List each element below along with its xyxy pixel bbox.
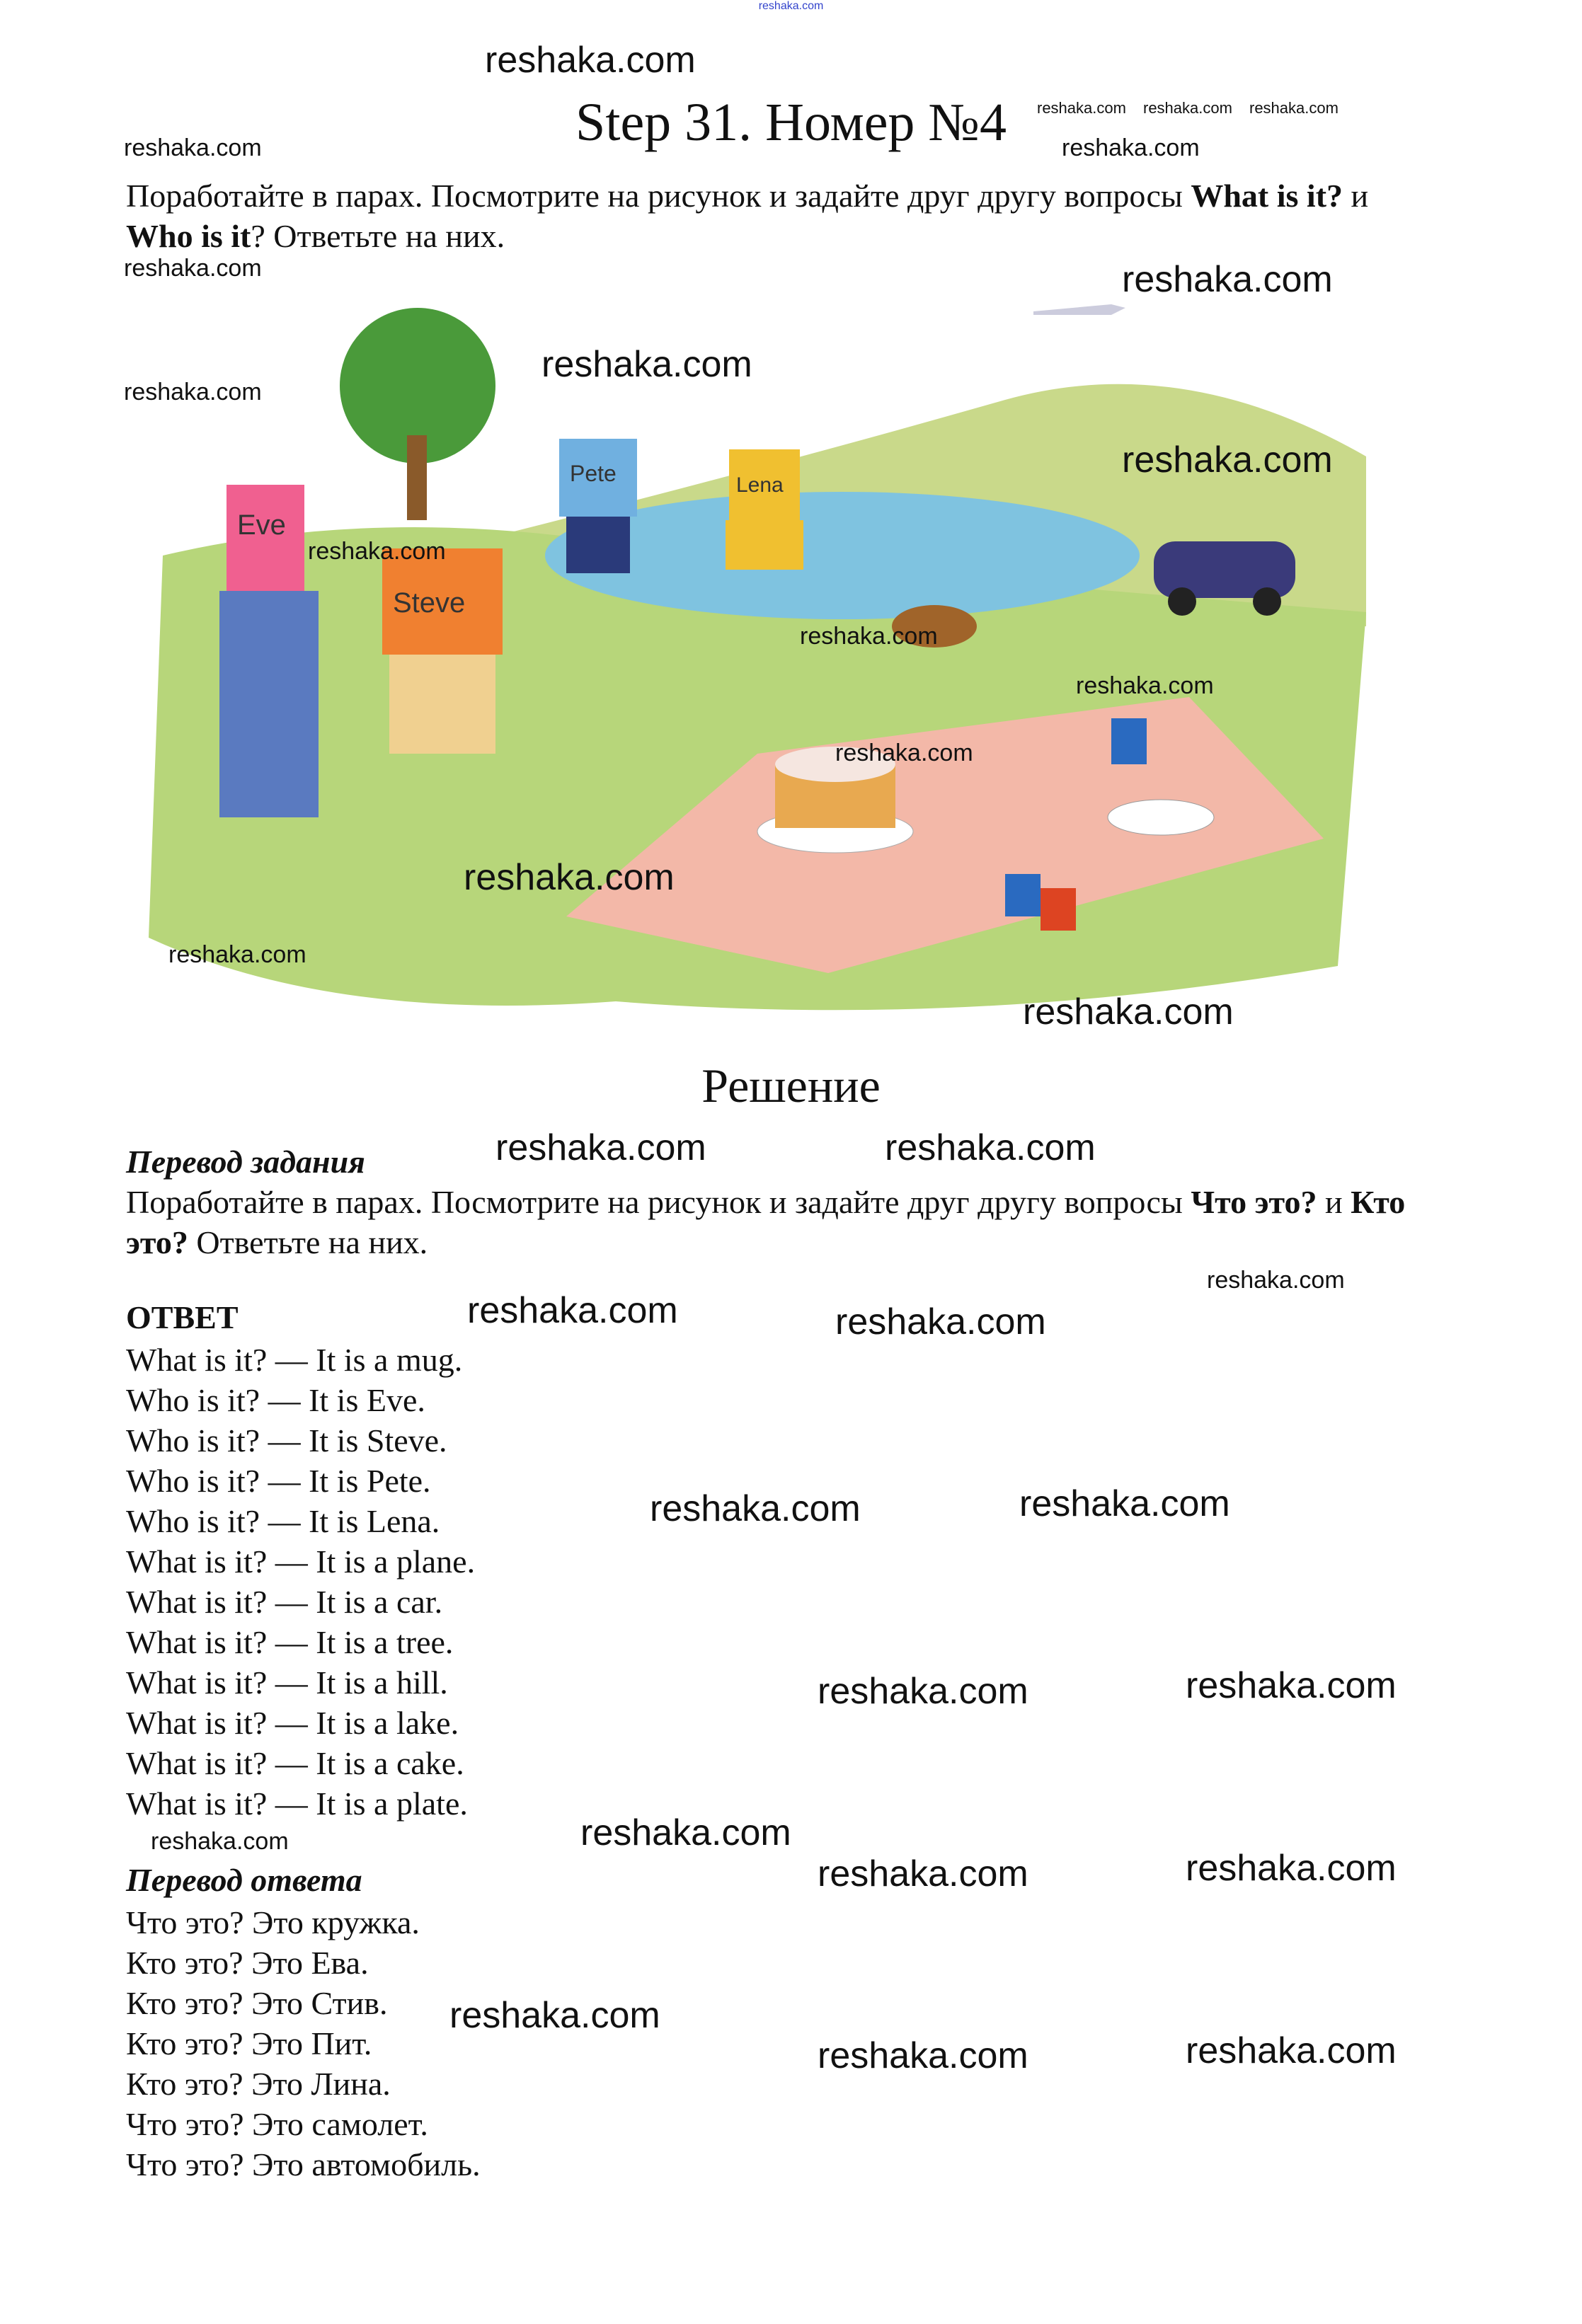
page-title: Step 31. Номер №4 bbox=[575, 93, 1007, 152]
watermark: reshaka.com bbox=[1186, 1848, 1397, 1889]
answer-line: What is it? — It is a mug. bbox=[126, 1342, 463, 1378]
answer-line: Who is it? — It is Pete. bbox=[126, 1463, 431, 1499]
watermark: reshaka.com bbox=[1207, 1267, 1345, 1294]
name-tag-steve: Steve bbox=[393, 587, 466, 619]
tree-trunk bbox=[407, 435, 427, 520]
watermark: reshaka.com bbox=[124, 255, 262, 282]
watermark: reshaka.com bbox=[818, 1671, 1028, 1712]
plates-icon bbox=[1108, 800, 1214, 835]
watermark: reshaka.com bbox=[1019, 1483, 1230, 1524]
watermark: reshaka.com bbox=[1186, 1665, 1397, 1706]
person-eve bbox=[219, 485, 319, 817]
name-tag-lena: Lena bbox=[736, 473, 784, 497]
watermark: reshaka.com bbox=[1122, 259, 1333, 300]
answer-translation-heading: Перевод ответа bbox=[126, 1862, 362, 1898]
translation-bold-what: Что это? bbox=[1191, 1184, 1317, 1220]
translation-text-2: и bbox=[1317, 1184, 1351, 1220]
name-tag-pete: Pete bbox=[570, 461, 617, 486]
answer-translation-line: Кто это? Это Пит. bbox=[126, 2025, 372, 2061]
answer-translation-line: Кто это? Это Лина. bbox=[126, 2066, 391, 2102]
watermark: reshaka.com bbox=[1143, 99, 1232, 117]
person-lena bbox=[726, 449, 803, 570]
solution-heading: Решение bbox=[701, 1059, 881, 1112]
answer-translation-line: Кто это? Это Стив. bbox=[126, 1985, 388, 2021]
watermark: reshaka.com bbox=[1249, 99, 1339, 117]
watermark: reshaka.com bbox=[151, 1828, 289, 1855]
watermark: reshaka.com bbox=[818, 2035, 1028, 2076]
watermark: reshaka.com bbox=[885, 1127, 1096, 1168]
watermark: reshaka.com bbox=[835, 1301, 1046, 1342]
translation-heading: Перевод задания bbox=[126, 1144, 365, 1180]
answer-translation-line: Кто это? Это Ева. bbox=[126, 1945, 369, 1981]
watermark: reshaka.com bbox=[168, 941, 306, 968]
watermark: reshaka.com bbox=[124, 134, 262, 161]
watermark: reshaka.com bbox=[1122, 439, 1333, 481]
answer-translation-line: Что это? Это самолет. bbox=[126, 2106, 428, 2142]
watermark: reshaka.com bbox=[124, 379, 262, 405]
watermark: reshaka.com bbox=[818, 1853, 1028, 1894]
task-translation bbox=[126, 1182, 1435, 1262]
answer-line: Who is it? — It is Lena. bbox=[126, 1503, 440, 1539]
watermark: reshaka.com bbox=[1037, 99, 1126, 117]
watermark: reshaka.com bbox=[541, 344, 752, 385]
task-bold-who: Who is it bbox=[126, 218, 251, 254]
watermark: reshaka.com bbox=[464, 857, 675, 898]
watermark: reshaka.com bbox=[485, 40, 696, 81]
answers-list bbox=[126, 1340, 475, 1824]
watermark: reshaka.com bbox=[1023, 991, 1234, 1032]
watermark: reshaka.com bbox=[1076, 672, 1214, 699]
answer-line: What is it? — It is a plate. bbox=[126, 1785, 468, 1822]
answer-translation-line: Что это? Это автомобиль. bbox=[126, 2146, 481, 2182]
watermark: reshaka.com bbox=[580, 1812, 791, 1853]
task-text-3: ? Ответьте на них. bbox=[251, 218, 505, 254]
answer-translations-list bbox=[126, 1902, 481, 2185]
answer-translation-line: Что это? Это кружка. bbox=[126, 1904, 420, 1940]
watermark: reshaka.com bbox=[1186, 2030, 1397, 2071]
answer-line: What is it? — It is a hill. bbox=[126, 1664, 448, 1701]
translation-bold-who: Кто это? bbox=[126, 1184, 1406, 1260]
person-steve bbox=[382, 548, 503, 754]
translation-text-1: Поработайте в парах. Посмотрите на рисунок и задайте друг другу вопросы bbox=[126, 1184, 1191, 1220]
watermark: reshaka.com bbox=[835, 740, 973, 766]
watermark: reshaka.com bbox=[1062, 134, 1200, 161]
watermark: reshaka.com bbox=[449, 1995, 660, 2036]
answer-line: What is it? — It is a lake. bbox=[126, 1705, 459, 1741]
answer-line: Who is it? — It is Eve. bbox=[126, 1382, 425, 1418]
answer-line: Who is it? — It is Steve. bbox=[126, 1422, 447, 1459]
task-text-1: Поработайте в парах. Посмотрите на рисунок и задайте друг другу вопросы bbox=[126, 178, 1191, 214]
person-pete bbox=[559, 439, 637, 573]
answer-line: What is it? — It is a car. bbox=[126, 1584, 443, 1620]
task-text-2: и bbox=[1343, 178, 1369, 214]
answer-heading: ОТВЕТ bbox=[126, 1299, 239, 1335]
name-tag-eve: Eve bbox=[237, 510, 286, 541]
task-bold-what: What is it? bbox=[1191, 178, 1343, 214]
watermark: reshaka.com bbox=[800, 623, 938, 650]
task-text bbox=[126, 176, 1435, 256]
answer-line: What is it? — It is a plane. bbox=[126, 1543, 476, 1580]
top-watermark: reshaka.com bbox=[758, 0, 824, 12]
watermark: reshaka.com bbox=[495, 1127, 706, 1168]
answer-line: What is it? — It is a tree. bbox=[126, 1624, 454, 1660]
watermark: reshaka.com bbox=[308, 538, 446, 565]
watermark: reshaka.com bbox=[467, 1290, 678, 1331]
watermark: reshaka.com bbox=[650, 1488, 861, 1529]
translation-text-3: Ответьте на них. bbox=[188, 1224, 428, 1260]
answer-line: What is it? — It is a cake. bbox=[126, 1745, 464, 1781]
